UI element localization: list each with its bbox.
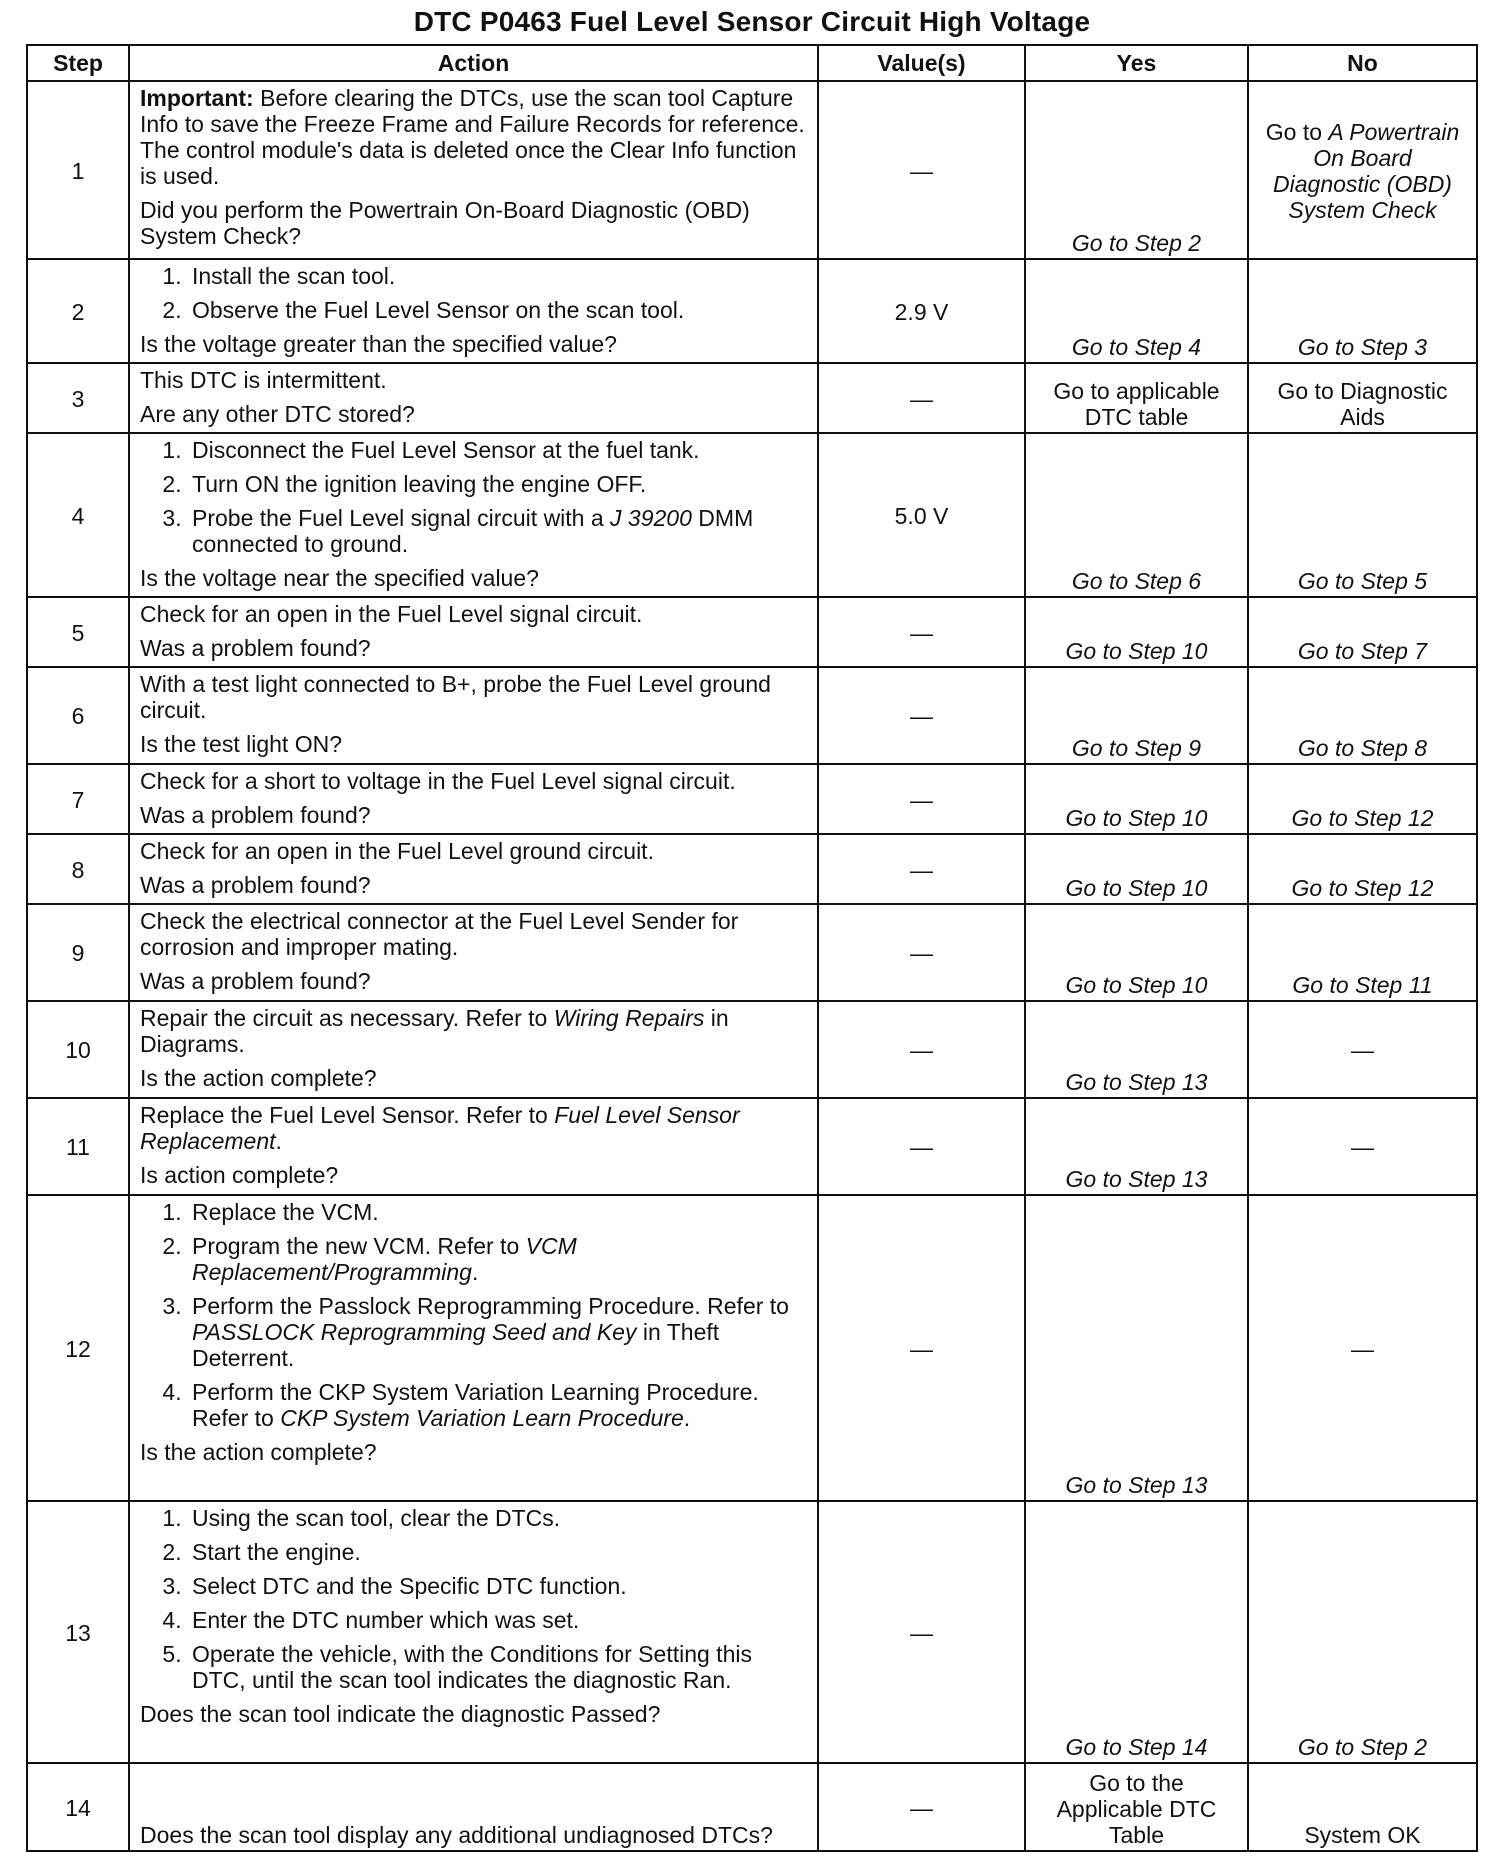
reference-link[interactable]: Fuel Level Sensor Replacement	[140, 1102, 740, 1154]
no-cell	[1248, 904, 1477, 1001]
step-number: 3	[27, 363, 129, 433]
column-header-values: Value(s)	[818, 45, 1025, 81]
no-link[interactable]: Go to Step 12	[1291, 875, 1434, 901]
yes-link[interactable]: Go to Step 10	[1065, 972, 1208, 998]
yes-cell	[1025, 764, 1248, 834]
step-number: 7	[27, 764, 129, 834]
table-row	[27, 764, 1477, 834]
value-cell: —	[818, 1763, 1025, 1851]
value-cell: —	[818, 904, 1025, 1001]
action-steps	[140, 1505, 807, 1693]
no-cell: —	[1248, 1098, 1477, 1195]
table-row	[27, 433, 1477, 597]
step-number: 11	[27, 1098, 129, 1195]
action-step-text: .	[683, 1405, 691, 1431]
step-number: 8	[27, 834, 129, 904]
table-row	[27, 1763, 1477, 1851]
no-cell	[1248, 764, 1477, 834]
table-row	[27, 363, 1477, 433]
yes-link[interactable]: Go to applicable DTC table	[1053, 378, 1220, 430]
value-cell: 2.9 V	[818, 259, 1025, 363]
value-cell: —	[818, 667, 1025, 764]
action-cell	[129, 81, 818, 259]
yes-link[interactable]: Go to Step 10	[1065, 805, 1208, 831]
yes-cell	[1025, 834, 1248, 904]
action-question: Was a problem found?	[140, 968, 371, 994]
action-step-text: Probe the Fuel Level signal circuit with a	[192, 505, 611, 531]
action-question: Does the scan tool indicate the diagnostic Passed?	[140, 1701, 661, 1727]
diagnostic-table	[26, 44, 1478, 1852]
step-number: 14	[27, 1763, 129, 1851]
action-steps	[140, 437, 807, 557]
value-cell: —	[818, 1001, 1025, 1098]
value-cell: —	[818, 81, 1025, 259]
no-link[interactable]: Go to Diagnostic Aids	[1277, 378, 1448, 430]
action-step-text: Perform the Passlock Reprogramming Procedure. Refer to	[192, 1293, 789, 1319]
action-step: 2. Start the engine.	[188, 1539, 807, 1565]
action-step-text: Program the new VCM. Refer to	[192, 1233, 526, 1259]
table-row	[27, 667, 1477, 764]
yes-link[interactable]: Go to Step 10	[1065, 875, 1208, 901]
value-cell: —	[818, 1098, 1025, 1195]
yes-link[interactable]: Go to Step 10	[1065, 638, 1208, 664]
yes-cell	[1025, 904, 1248, 1001]
no-link[interactable]: A Powertrain On Board Diagnostic (OBD) System Check	[1273, 118, 1460, 223]
action-text: With a test light connected to B+, probe the Fuel Level ground circuit.	[140, 671, 771, 723]
table-row	[27, 1195, 1477, 1501]
yes-cell	[1025, 81, 1248, 259]
action-text-part: Repair the circuit as necessary. Refer to	[140, 1005, 554, 1031]
no-cell	[1248, 363, 1477, 433]
action-cell	[129, 904, 818, 1001]
no-prefix: Go to	[1265, 118, 1329, 145]
action-text: Check for an open in the Fuel Level ground circuit.	[140, 838, 654, 864]
no-link[interactable]: Go to Step 3	[1297, 334, 1428, 360]
action-question: Was a problem found?	[140, 802, 371, 828]
action-cell	[129, 363, 818, 433]
action-cell	[129, 1501, 818, 1763]
important-label: Important:	[140, 85, 254, 111]
no-cell	[1248, 433, 1477, 597]
action-step	[188, 1379, 807, 1431]
no-cell	[1248, 597, 1477, 667]
no-cell	[1248, 259, 1477, 363]
action-cell	[129, 597, 818, 667]
action-step: 5. Operate the vehicle, with the Conditions for Setting this DTC, until the scan tool indicates the diagnostic Ran.	[188, 1641, 807, 1693]
action-text-part: Replace the Fuel Level Sensor. Refer to	[140, 1102, 555, 1128]
action-text: Check for a short to voltage in the Fuel Level signal circuit.	[140, 768, 736, 794]
no-cell: System OK	[1248, 1763, 1477, 1851]
action-question: Was a problem found?	[140, 872, 371, 898]
value-cell: —	[818, 834, 1025, 904]
action-step-text: DMM connected to ground.	[192, 505, 754, 557]
step-number: 9	[27, 904, 129, 1001]
action-step: 2. Observe the Fuel Level Sensor on the scan tool.	[188, 297, 807, 323]
action-cell	[129, 1098, 818, 1195]
action-question: Is the voltage greater than the specified value?	[140, 331, 617, 357]
action-question: Did you perform the Powertrain On-Board Diagnostic (OBD) System Check?	[140, 197, 750, 249]
no-link[interactable]: Go to Step 11	[1292, 972, 1433, 998]
action-question: Is the action complete?	[140, 1439, 377, 1465]
table-row	[27, 259, 1477, 363]
action-cell	[129, 259, 818, 363]
value-cell: —	[818, 1195, 1025, 1501]
yes-cell	[1025, 1001, 1248, 1098]
value-cell: —	[818, 764, 1025, 834]
action-step: 1. Replace the VCM.	[188, 1199, 807, 1225]
action-question: Does the scan tool display any additional undiagnosed DTCs?	[140, 1822, 773, 1848]
table-row	[27, 81, 1477, 259]
reference-link[interactable]: CKP System Variation Learn Procedure	[280, 1405, 684, 1431]
no-cell: —	[1248, 1195, 1477, 1501]
table-row	[27, 834, 1477, 904]
action-question: Is the test light ON?	[140, 731, 342, 757]
yes-link[interactable]: Go to Step 2	[1071, 230, 1202, 256]
yes-link[interactable]: Go to Step 4	[1071, 334, 1202, 360]
column-header-step: Step	[27, 45, 129, 81]
step-number: 1	[27, 81, 129, 259]
column-header-no: No	[1248, 45, 1477, 81]
action-text-part: .	[275, 1128, 282, 1154]
action-cell	[129, 1763, 818, 1851]
table-header-row	[27, 45, 1477, 81]
yes-cell	[1025, 667, 1248, 764]
yes-cell	[1025, 597, 1248, 667]
yes-cell	[1025, 363, 1248, 433]
step-number: 5	[27, 597, 129, 667]
action-text: This DTC is intermittent.	[140, 367, 387, 393]
action-step	[188, 1293, 807, 1371]
action-step: 4. Enter the DTC number which was set.	[188, 1607, 807, 1633]
action-text-part: in Diagrams.	[140, 1005, 729, 1057]
table-row	[27, 1098, 1477, 1195]
no-link[interactable]: Go to Step 8	[1297, 735, 1428, 761]
value-cell: —	[818, 363, 1025, 433]
column-header-action: Action	[129, 45, 818, 81]
action-text: Check for an open in the Fuel Level signal circuit.	[140, 601, 643, 627]
action-step-text: in Theft Deterrent.	[192, 1319, 720, 1371]
action-step: 3. Select DTC and the Specific DTC function.	[188, 1573, 807, 1599]
no-cell	[1248, 667, 1477, 764]
yes-link[interactable]: Go to Step 9	[1071, 735, 1202, 761]
table-row	[27, 597, 1477, 667]
action-question: Is the action complete?	[140, 1065, 377, 1091]
action-text: Check the electrical connector at the Fuel Level Sender for corrosion and improper mating.	[140, 908, 739, 960]
important-text: Before clearing the DTCs, use the scan tool Capture Info to save the Freeze Frame and Failure Records for reference. The control module's data is deleted once the Clear Info function is used.	[140, 85, 805, 189]
yes-cell	[1025, 259, 1248, 363]
action-step: 1. Using the scan tool, clear the DTCs.	[188, 1505, 807, 1531]
table-row	[27, 904, 1477, 1001]
action-steps	[140, 263, 807, 323]
yes-link[interactable]: Go to Step 13	[1065, 1069, 1208, 1095]
yes-link[interactable]: Go to the Applicable DTC Table	[1056, 1770, 1217, 1848]
column-header-yes: Yes	[1025, 45, 1248, 81]
action-text	[140, 1005, 807, 1057]
action-cell	[129, 834, 818, 904]
no-link[interactable]: Go to Step 5	[1297, 568, 1428, 594]
action-step	[188, 1233, 807, 1285]
yes-link[interactable]: Go to Step 14	[1065, 1734, 1208, 1760]
action-cell	[129, 1195, 818, 1501]
action-question: Is action complete?	[140, 1162, 339, 1188]
step-number: 2	[27, 259, 129, 363]
action-steps	[140, 1199, 807, 1431]
step-number: 13	[27, 1501, 129, 1763]
action-step-text: Perform the CKP System Variation Learning Procedure. Refer to	[192, 1379, 759, 1431]
no-cell	[1248, 1501, 1477, 1763]
step-number: 10	[27, 1001, 129, 1098]
yes-cell	[1025, 1195, 1248, 1501]
action-cell	[129, 764, 818, 834]
table-row	[27, 1501, 1477, 1763]
no-link[interactable]: Go to Step 2	[1297, 1734, 1428, 1760]
action-question: Are any other DTC stored?	[140, 401, 415, 427]
tool-reference: J 39200	[610, 505, 692, 531]
action-cell	[129, 1001, 818, 1098]
yes-link[interactable]: Go to Step 13	[1065, 1472, 1208, 1498]
yes-cell	[1025, 433, 1248, 597]
action-step-text: .	[471, 1259, 479, 1285]
step-number: 4	[27, 433, 129, 597]
no-cell	[1248, 81, 1477, 259]
table-row	[27, 1001, 1477, 1098]
reference-link[interactable]: PASSLOCK Reprogramming Seed and Key	[192, 1319, 637, 1345]
reference-link[interactable]: VCM Replacement/Programming	[192, 1233, 577, 1285]
reference-link[interactable]: Wiring Repairs	[553, 1005, 705, 1031]
value-cell: 5.0 V	[818, 433, 1025, 597]
page-title: DTC P0463 Fuel Level Sensor Circuit High Voltage	[413, 6, 1091, 37]
action-question: Is the voltage near the specified value?	[140, 565, 539, 591]
action-cell	[129, 433, 818, 597]
action-step	[188, 505, 807, 557]
action-cell	[129, 667, 818, 764]
yes-cell	[1025, 1098, 1248, 1195]
no-cell: —	[1248, 1001, 1477, 1098]
yes-cell	[1025, 1501, 1248, 1763]
value-cell: —	[818, 1501, 1025, 1763]
step-number: 6	[27, 667, 129, 764]
value-cell: —	[818, 597, 1025, 667]
yes-cell	[1025, 1763, 1248, 1851]
action-question: Was a problem found?	[140, 635, 371, 661]
no-link[interactable]: Go to Step 12	[1291, 805, 1434, 831]
no-link[interactable]: Go to Step 7	[1297, 638, 1428, 664]
action-text	[140, 1102, 807, 1154]
action-step: 2. Turn ON the ignition leaving the engine OFF.	[188, 471, 807, 497]
no-cell	[1248, 834, 1477, 904]
action-step: 1. Disconnect the Fuel Level Sensor at the fuel tank.	[188, 437, 807, 463]
important-note	[140, 85, 807, 189]
yes-link[interactable]: Go to Step 13	[1065, 1166, 1208, 1192]
step-number: 12	[27, 1195, 129, 1501]
yes-link[interactable]: Go to Step 6	[1071, 568, 1202, 594]
action-step: 1. Install the scan tool.	[188, 263, 807, 289]
